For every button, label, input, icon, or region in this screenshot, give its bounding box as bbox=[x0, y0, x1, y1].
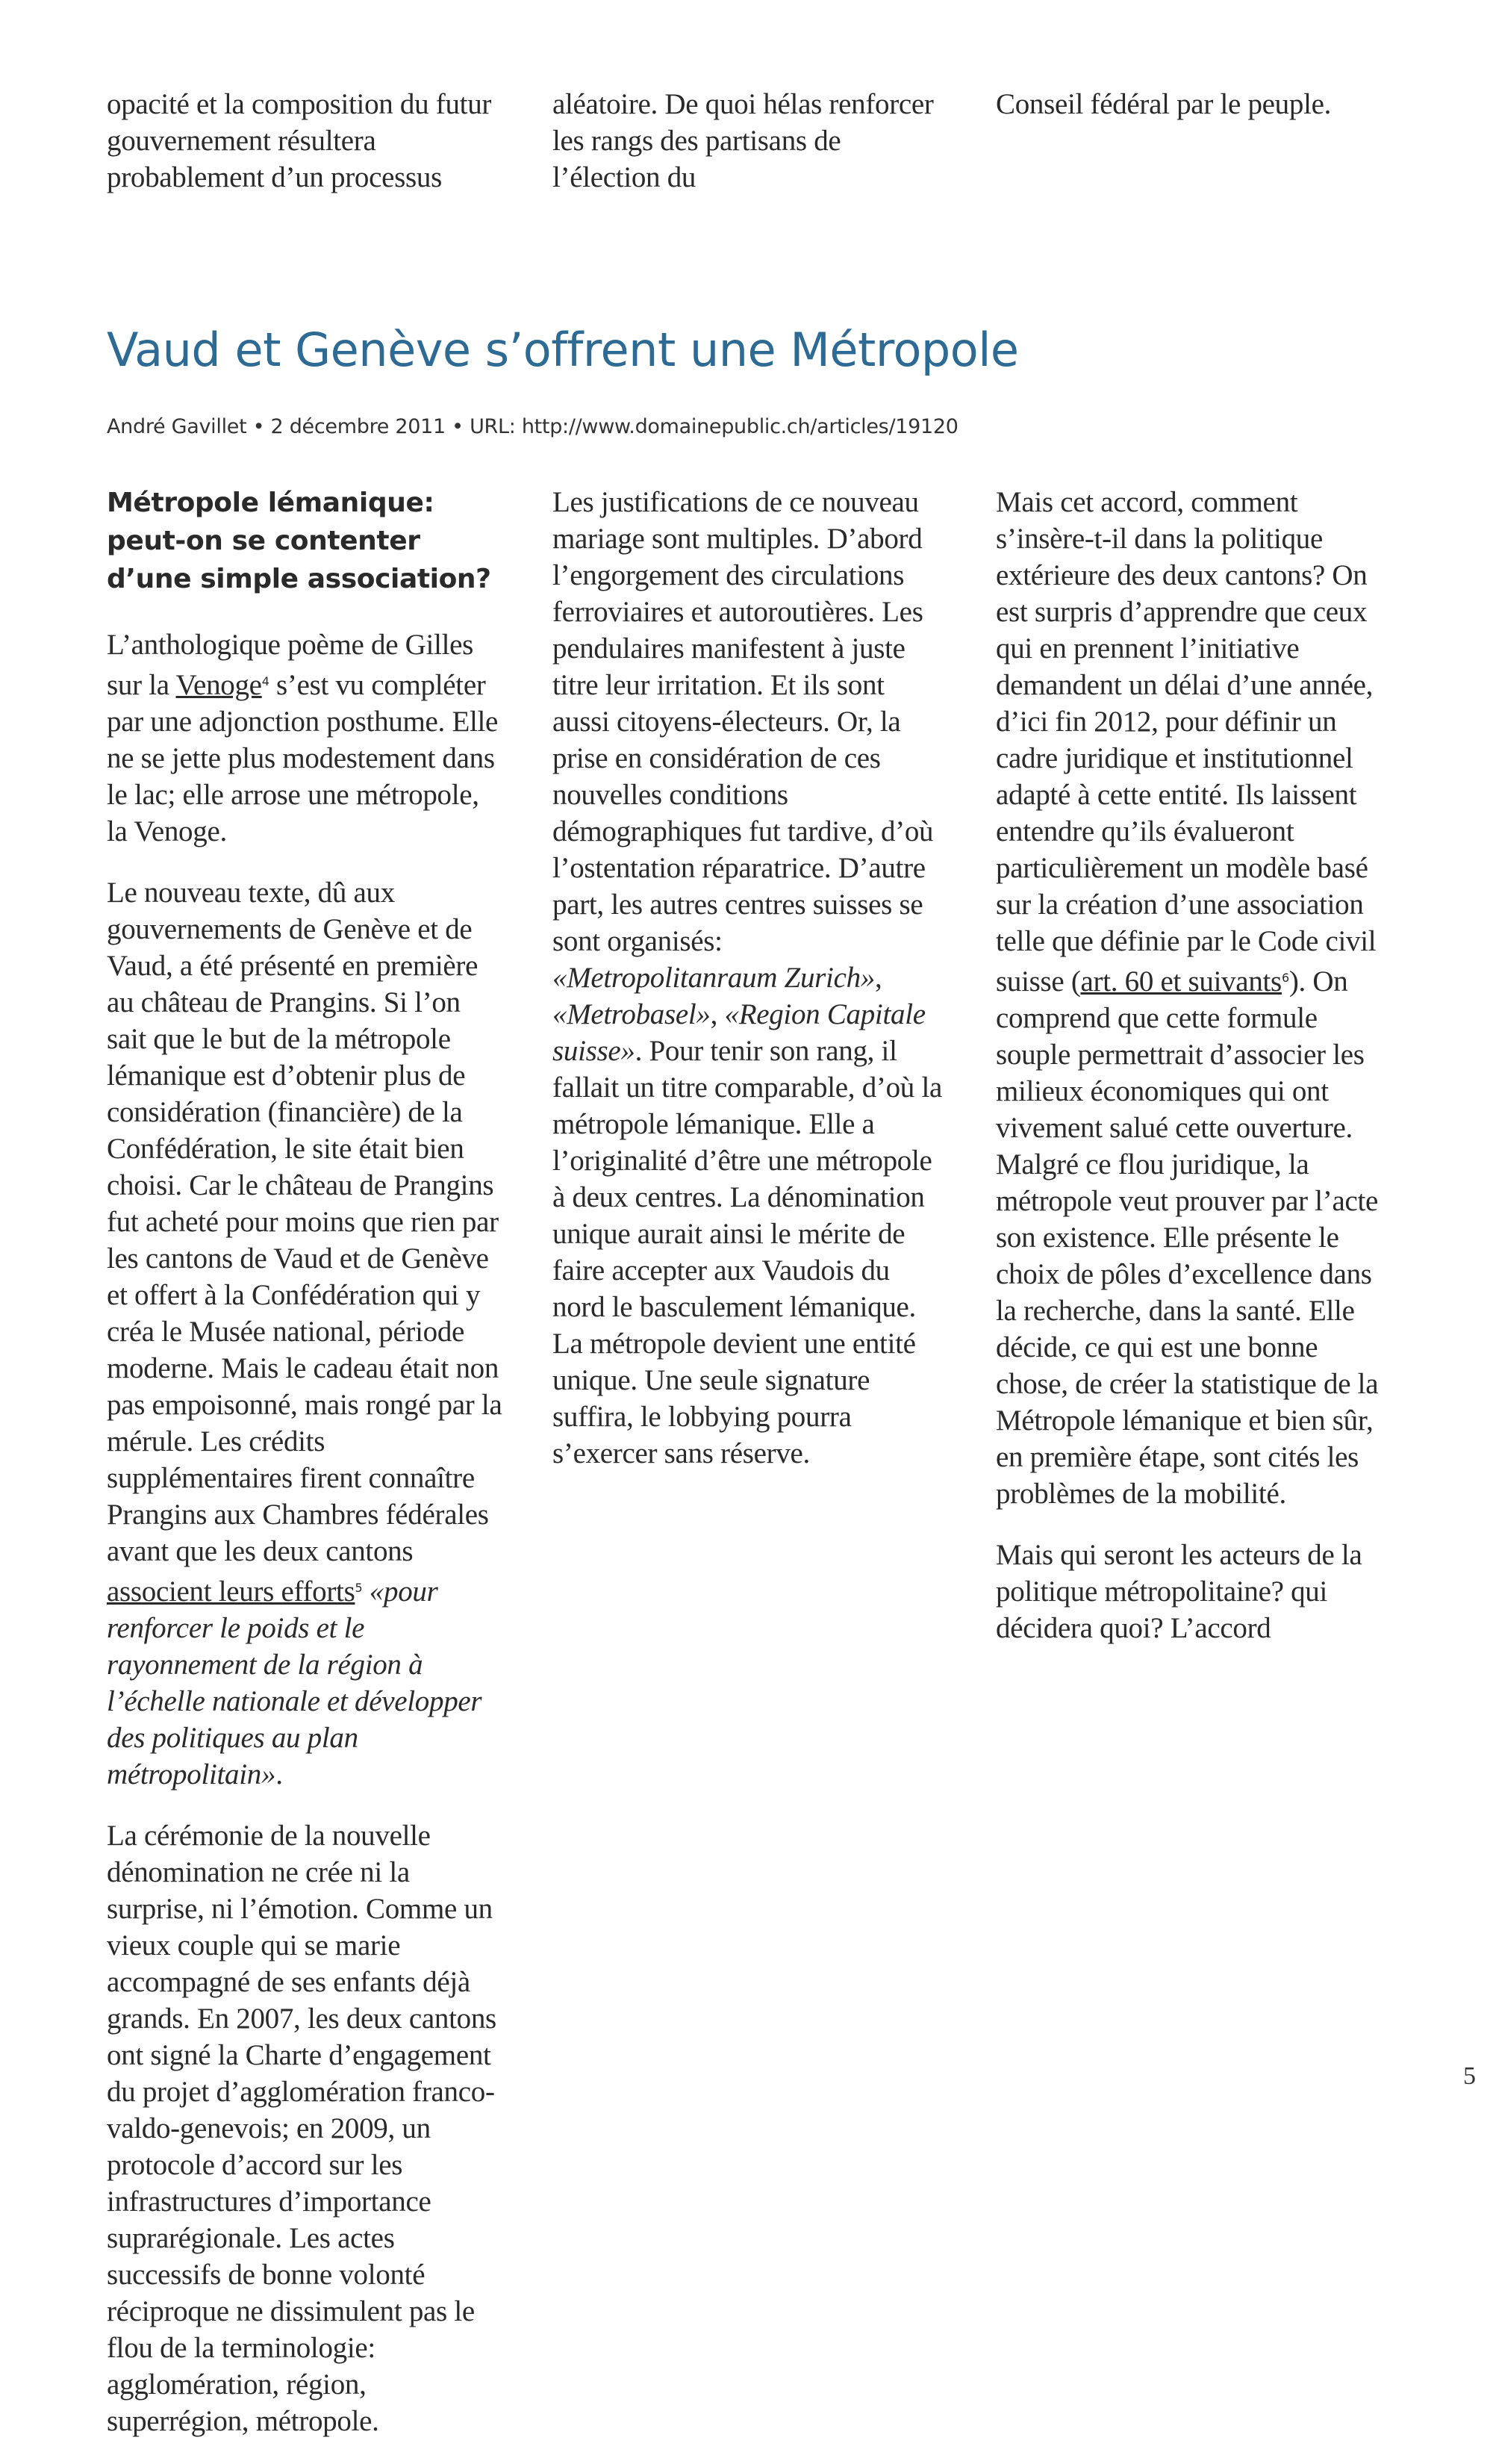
top-paragraph: Conseil fédéral par le peuple. bbox=[996, 88, 1332, 120]
top-column-1 bbox=[107, 86, 502, 220]
code-civil-link[interactable]: art. 60 et suivants bbox=[1080, 965, 1282, 998]
paragraph-3: La cérémonie de la nouvelle dénomination ne crée ni la surprise, ni l’émotion. Comme un vieux couple qui se marie accompagné de ses enfants déjà grands. En 2007, les deux cantons ont signé la Charte d’engagement du projet d’agglomération franco-valdo-genevois; en 2009, un protocole d’accord sur les infrastructures d’importance suprarégionale. Les actes successifs de bonne volonté réciproque ne dissimulent pas le flou de la terminologie: agglomération, région, superrégion, métropole. bbox=[107, 1820, 496, 2437]
article-subtitle: Métropole lémanique: peut-on se contenter d’une simple association? bbox=[107, 488, 491, 594]
footnote-ref[interactable]: 5 bbox=[355, 1581, 363, 1595]
article-column-1 bbox=[107, 484, 502, 2464]
footnote-ref[interactable]: 4 bbox=[261, 674, 269, 688]
article-byline: André Gavillet • 2 décembre 2011 • URL: http://www.domainepublic.ch/articles/19120 bbox=[107, 415, 959, 438]
top-paragraph: opacité et la composition du futur gouvernement résultera probablement d’un processus bbox=[107, 88, 492, 193]
associent-efforts-link[interactable]: associent leurs efforts bbox=[107, 1575, 355, 1608]
quote-capitale: «Region Capitale suisse» bbox=[552, 998, 926, 1067]
paragraph-1: L’anthologique poème de Gilles sur la Venoge$^4$ s’est vu compléter par une adjonction posthume. Elle ne se jette plus modestement dans le lac; elle arrose une métropole, la Venoge. bbox=[107, 629, 499, 847]
paragraph-6: Mais qui seront les acteurs de la politique métropolitaine? qui décidera quoi? L’accord bbox=[996, 1539, 1362, 1644]
quote: «pour renforcer le poids et le rayonnement de la région à l’échelle nationale et développer des politiques au plan métropolitain» bbox=[107, 1575, 482, 1791]
footnote-ref[interactable]: 6 bbox=[1281, 971, 1289, 985]
top-column-2 bbox=[552, 86, 948, 220]
top-column-3 bbox=[996, 86, 1391, 147]
quote-zurich: «Metropolitanraum Zurich» bbox=[552, 962, 875, 994]
article-column-2 bbox=[552, 484, 948, 1496]
venoge-link[interactable]: Venoge bbox=[175, 669, 262, 701]
paragraph-5: Mais cet accord, comment s’insère-t-il dans la politique extérieure des deux cantons? On est surpris d’apprendre que ceux qui en prennent l’initiative demandent un délai d’une année, d’ici fin 2012, pour définir un cadre juridique et institutionnel adapté à cette entité. Ils laissent entendre qu’ils évalueront particulièrement un modèle basé sur la création d’une association telle que définie par le Code civil suisse (art. 60 et suivants$^6$). On comprend que cette formule souple permettrait d’associer les milieux économiques qui ont vivement salué cette ouverture. Malgré ce flou juridique, la métropole veut prouver par l’acte son existence. Elle présente le choix de pôles d’excellence dans la recherche, dans la santé. Elle décide, ce qui est une bonne chose, de créer la statistique de la Métropole lémanique et bien sûr, en première étape, sont cités les problèmes de la mobilité. bbox=[996, 486, 1379, 1510]
paragraph-2: Le nouveau texte, dû aux gouvernements de Genève et de Vaud, a été présenté en première au château de Prangins. Si l’on sait que le but de la métropole lémanique est d’obtenir plus de considération (financière) de la Confédération, le site était bien choisi. Car le château de Prangins fut acheté pour moins que rien par les cantons de Vaud et de Genève et offert à la Confédération qui y créa le Musée national, période moderne. Mais le cadeau était non pas empoisonné, mais rongé par la mérule. Les crédits supplémentaires firent connaître Prangins aux Chambres fédérales avant que les deux cantons associent leurs efforts$^5$ «pour renforcer le poids et le rayonnement de la région à l’échelle nationale et développer des politiques au plan métropolitain». bbox=[107, 877, 502, 1791]
page-number: 5 bbox=[1463, 2062, 1476, 2090]
paragraph-4: Les justifications de ce nouveau mariage sont multiples. D’abord l’engorgement des circulations ferroviaires et autoroutières. Les pendulaires manifestent à juste titre leur irritation. Et ils sont aussi citoyens-électeurs. Or, la prise en considération de ces nouvelles conditions démographiques fut tardive, d’où l’ostentation réparatrice. D’autre part, les autres centres suisses se sont organisés: «Metropolitanraum Zurich», «Metrobasel», «Region Capitale suisse». Pour tenir son rang, il fallait un titre comparable, d’où la métropole lémanique. Elle a l’originalité d’être une métropole à deux centres. La dénomination unique aurait ainsi le mérite de faire accepter aux Vaudois du nord le basculement lémanique. La métropole devient une entité unique. Une seule signature suffira, le lobbying pourra s’exercer sans réserve. bbox=[552, 486, 942, 1469]
article-column-3 bbox=[996, 484, 1391, 1671]
top-paragraph: aléatoire. De quoi hélas renforcer les rangs des partisans de l’élection du bbox=[552, 88, 934, 193]
quote-basel: «Metrobasel» bbox=[552, 998, 711, 1030]
article-title: Vaud et Genève s’offrent une Métropole bbox=[107, 323, 1019, 377]
